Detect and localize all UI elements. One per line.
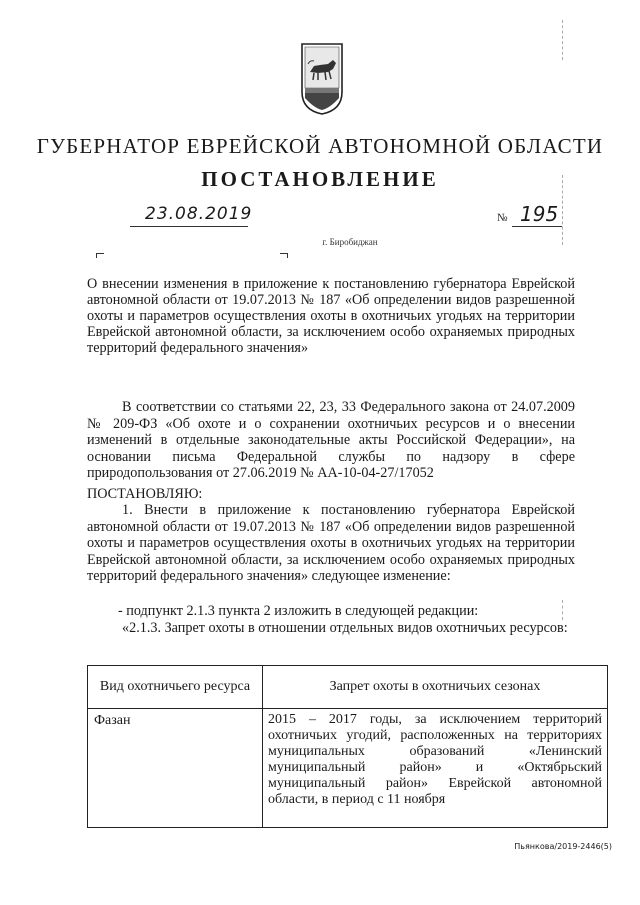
scan-margin-mark (562, 20, 564, 60)
column-header-species: Вид охотничьего ресурса (88, 666, 263, 709)
table-row (88, 709, 608, 828)
city-label: г. Биробиджан (322, 237, 378, 247)
document-code: Пьянкова/2019-2446(5) (514, 842, 612, 851)
scan-margin-mark (562, 600, 564, 620)
subject-corner-right (280, 253, 288, 258)
quoted-paragraph: «2.1.3. Запрет охоты в отношении отдельных видов охотничьих ресурсов: (122, 620, 568, 636)
hunting-restrictions-table (87, 665, 608, 828)
document-date: 23.08.2019 (145, 204, 253, 224)
subject-corner-left (96, 253, 104, 258)
column-header-season: Запрет охоты в охотничьих сезонах (263, 666, 608, 709)
number-underline (512, 226, 562, 227)
document-type: ПОСТАНОВЛЕНИЕ (201, 167, 439, 191)
governor-title: ГУБЕРНАТОР ЕВРЕЙСКОЙ АВТОНОМНОЙ ОБЛАСТИ (36, 134, 604, 158)
subpoint-paragraph: - подпункт 2.1.3 пункта 2 изложить в следующей редакции: (118, 603, 479, 619)
table-header-row (88, 666, 608, 709)
season-cell: 2015 – 2017 годы, за исключением территорий охотничьих угодий, расположенных на территориях муниципальных образований «Ленинский муниципальный район» и «Октябрьский муниципальный район» Еврейской автономной области, в период с 11 ноября (263, 709, 608, 828)
scan-margin-mark (562, 175, 564, 245)
coat-of-arms-emblem (300, 42, 344, 116)
item-1-paragraph: 1. Внести в приложение к постановлению губернатора Еврейской автономной области от 19.07.2013 № 187 «Об определении видов разрешенной охоты и параметров осуществления охоты в охотничьих угодьях на территории Еврейской автономной области, за исключением особо охраняемых природных территорий федерального значения» следующее изменение: (87, 502, 575, 584)
date-underline (130, 226, 248, 227)
species-cell: Фазан (88, 709, 263, 828)
document-subject: О внесении изменения в приложение к постановлению губернатора Еврейской автономной области от 19.07.2013 № 187 «Об определении видов разрешенной охоты и параметров осуществления охоты в охотничьих угодьях на территории Еврейской автономной области, за исключением особо охраняемых природных территорий федерального значения» (87, 276, 575, 356)
preamble-paragraph: В соответствии со статьями 22, 23, 33 Федерального закона от 24.07.2009 № 209-ФЗ «Об охоте и о сохранении охотничьих ресурсов и о внесении изменений в отдельные законодательные акты Российской Федерации», на основании письма Федеральной службы по надзору в сфере природопользования от 27.06.2019 № АА-10-04-27/17052 (87, 399, 575, 481)
number-label: № (497, 212, 508, 224)
decree-word: ПОСТАНОВЛЯЮ: (87, 486, 203, 502)
document-number: 195 (520, 202, 559, 226)
